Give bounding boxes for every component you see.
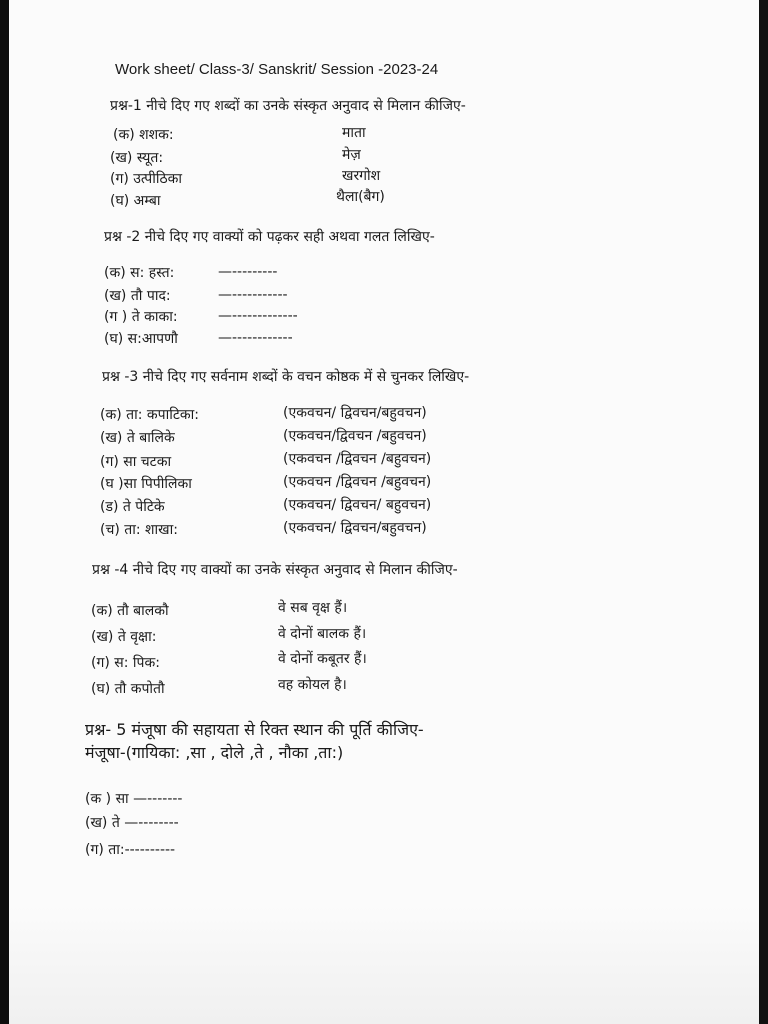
q3-item-1: (क) ता: कपाटिका: xyxy=(100,407,200,423)
q3-heading: प्रश्न -3 नीचे दिए गए सर्वनाम शब्दों के वचन कोष्ठक में से चुनकर लिखिए- xyxy=(102,369,470,385)
q5-item-1: (क ) सा —------- xyxy=(85,791,183,807)
q1-left-4: (घ) अम्बा xyxy=(110,193,161,209)
q2-blank-1: —--------- xyxy=(218,264,278,280)
q4-left-3: (ग) स: पिक: xyxy=(91,655,160,671)
q2-item-2: (ख) तौ पाद: xyxy=(104,288,171,304)
q4-heading: प्रश्न -4 नीचे दिए गए वाक्यों का उनके संस्कृत अनुवाद से मिलान कीजिए- xyxy=(92,562,458,578)
q4-left-2: (ख) ते वृक्षा: xyxy=(91,629,157,645)
q1-left-3: (ग) उत्पीठिका xyxy=(110,171,183,187)
q2-blank-3: —------------- xyxy=(218,308,298,324)
q1-left-1: (क) शशक: xyxy=(113,127,174,143)
q3-item-4: (घ )सा पिपीलिका xyxy=(100,476,192,492)
q2-item-4: (घ) स:आपणौ xyxy=(104,331,178,347)
q4-right-1: वे सब वृक्ष हैं। xyxy=(278,600,348,616)
q4-left-1: (क) तौ बालकौ xyxy=(91,603,169,619)
q3-item-5: (ड) ते पेटिके xyxy=(100,499,165,515)
scan-edge-right xyxy=(759,0,768,1024)
q1-right-1: माता xyxy=(342,125,366,141)
q4-right-2: वे दोनों बालक हैं। xyxy=(278,626,367,642)
q4-right-4: वह कोयल है। xyxy=(278,677,347,693)
q2-item-3: (ग ) ते काका: xyxy=(104,309,178,325)
q2-item-1: (क) स: हस्त: xyxy=(104,265,175,281)
q3-option-1: (एकवचन/ द्विवचन/बहुवचन) xyxy=(283,405,427,421)
q3-option-3: (एकवचन /द्विवचन /बहुवचन) xyxy=(283,451,432,467)
q1-left-2: (ख) स्यूत: xyxy=(110,150,164,166)
q2-heading: प्रश्न -2 नीचे दिए गए वाक्यों को पढ़कर सही अथवा गलत लिखिए- xyxy=(104,229,435,245)
q1-right-2: मेज़ xyxy=(342,147,361,163)
q1-right-3: खरगोश xyxy=(342,168,381,184)
scan-shadow xyxy=(9,905,759,1024)
q5-word-box: मंजूषा-(गायिका: ,सा , दोले ,ते , नौका ,ता:) xyxy=(85,743,344,762)
q5-heading: प्रश्न- 5 मंजूषा की सहायता से रिक्त स्थान की पूर्ति कीजिए- xyxy=(85,720,424,739)
q3-item-3: (ग) सा चटका xyxy=(100,454,172,470)
scan-edge-left xyxy=(0,0,9,1024)
q1-heading: प्रश्न-1 नीचे दिए गए शब्दों का उनके संस्कृत अनुवाद से मिलान कीजिए- xyxy=(110,98,466,114)
q3-item-2: (ख) ते बालिके xyxy=(100,430,175,446)
q3-item-6: (च) ता: शाखा: xyxy=(100,522,178,538)
q5-item-2: (ख) ते —-------- xyxy=(85,815,179,831)
q2-blank-2: —----------- xyxy=(218,287,288,303)
q3-option-2: (एकवचन/द्विवचन /बहुवचन) xyxy=(283,428,427,444)
q4-left-4: (घ) तौ कपोतौ xyxy=(91,681,165,697)
q3-option-4: (एकवचन /द्विवचन /बहुवचन) xyxy=(283,474,432,490)
q5-item-3: (ग) ता:---------- xyxy=(85,842,176,858)
q3-option-6: (एकवचन/ द्विवचन/बहुवचन) xyxy=(283,520,427,536)
worksheet-title: Work sheet/ Class-3/ Sanskrit/ Session -2023-24 xyxy=(115,61,439,78)
q2-blank-4: —------------ xyxy=(218,330,293,346)
q4-right-3: वे दोनों कबूतर हैं। xyxy=(278,651,367,667)
q1-right-4: थैला(बैग) xyxy=(336,189,385,205)
q3-option-5: (एकवचन/ द्विवचन/ बहुवचन) xyxy=(283,497,432,513)
